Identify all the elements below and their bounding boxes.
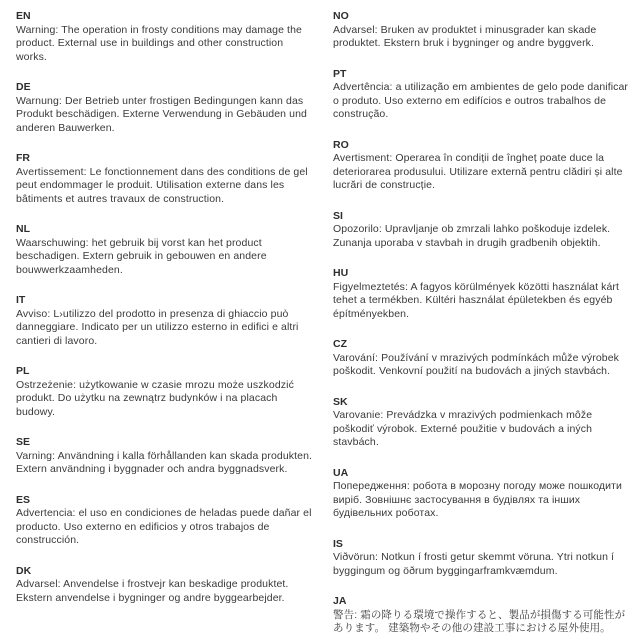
warning-text: Figyelmeztetés: A fagyos körülmények közötti használat kárt tehet a termékben. Kültéri használat épületekben és egyéb építményekben.	[333, 280, 620, 320]
warning-text: Warning: The operation in frosty conditions may damage the product. External use in buildings and other construction works.	[16, 23, 302, 63]
language-code: SK	[333, 395, 348, 408]
warning-section	[333, 267, 630, 321]
warning-section	[333, 595, 630, 636]
warning-text: Warnung: Der Betrieb unter frostigen Bedingungen kann das Produkt beschädigen. Externe Verwendung in Gebäuden und anderen Bauwerken.	[16, 94, 307, 134]
warning-section	[16, 223, 313, 277]
language-code: IT	[16, 294, 26, 306]
warning-text: Varování: Používání v mrazivých podmínkách může výrobek poškodit. Venkovní použití na budovách a jiných stavbách.	[333, 351, 620, 377]
warning-text: Avertissement: Le fonctionnement dans des conditions de gel peut endommager le produit. Utilisation externe dans les bâtiments et autres travaux de construction.	[16, 165, 308, 205]
language-code: PT	[333, 67, 347, 80]
warning-text: Ostrzeżenie: użytkowanie w czasie mrozu może uszkodzić produkt. Do użytku na zewnątrz budynków i na placach budowy.	[16, 378, 294, 418]
warning-text: 警告: 霜の降りる環境で操作すると、製品が損傷する可能性があります。 建築物やその他の建設工事における屋外使用。	[333, 608, 626, 634]
language-code: SI	[333, 209, 343, 222]
left-column	[16, 10, 313, 632]
warning-section	[333, 396, 630, 450]
warning-section	[333, 68, 630, 122]
warning-section	[16, 10, 313, 64]
right-column	[333, 10, 630, 632]
language-code: DK	[16, 564, 32, 577]
warning-text: Viðvörun: Notkun í frosti getur skemmt vöruna. Ytri notkun í byggingum og öðrum byggingarframkvæmdum.	[333, 551, 615, 577]
warning-section	[333, 338, 630, 379]
warning-section	[16, 152, 313, 206]
warning-text: Advarsel: Anvendelse i frostvejr kan beskadige produktet. Ekstern anvendelse i bygninger og andre byggearbejder.	[16, 578, 289, 604]
language-code: CZ	[333, 338, 347, 350]
warning-section	[16, 436, 313, 477]
language-code: JA	[333, 595, 347, 607]
language-code: DE	[16, 81, 31, 93]
warning-section	[16, 565, 313, 606]
language-code: PL	[16, 365, 30, 377]
language-code: RO	[333, 138, 349, 151]
language-code: UA	[333, 466, 349, 479]
warning-text: Advertência: a utilização em ambientes de gelo pode danificar o produto. Uso externo em edifícios e outros trabalhos de construção.	[333, 81, 629, 120]
warning-section	[333, 210, 630, 251]
warning-text: Opozorilo: Upravljanje ob zmrzali lahko poškoduje izdelek. Zunanja uporaba v stavbah in drugih gradbenih objektih.	[333, 223, 611, 249]
language-code: FR	[16, 152, 30, 164]
warning-section	[16, 494, 313, 548]
language-code: HU	[333, 267, 349, 279]
warning-section	[16, 365, 313, 419]
warning-section	[333, 467, 630, 521]
warning-text: Попередження: робота в морозну погоду може пошкодити виріб. Зовнішнє застосування в будівлях та інших будівельних роботах.	[333, 480, 622, 519]
warning-text: Avertisment: Operarea în condiții de îngheț poate duce la deteriorarea produsului. Utilizare externă pentru clădiri și alte lucrări de construcție.	[333, 152, 623, 191]
language-code: IS	[333, 537, 343, 550]
warning-text: Varning: Användning i kalla förhållanden kan skada produkten. Extern användning i byggnader och andra byggnadsverk.	[16, 449, 313, 475]
warning-section	[16, 294, 313, 348]
warning-text: Waarschuwing: het gebruik bij vorst kan het product beschadigen. Extern gebruik in gebouwen en andere bouwwerkzaamheden.	[16, 236, 267, 276]
language-code: NL	[16, 223, 30, 235]
language-code: NO	[333, 10, 349, 22]
warning-section	[333, 10, 630, 51]
warning-text: Avviso: L›utilizzo del prodotto in presenza di ghiaccio può danneggiare. Indicato per un utilizzo esterno in edifici e altri cantieri di lavoro.	[16, 307, 299, 347]
warning-section	[16, 81, 313, 135]
language-code: EN	[16, 10, 31, 22]
warning-text: Advertencia: el uso en condiciones de heladas puede dañar el producto. Uso externo en edificios y otros trabajos de construcción.	[16, 507, 312, 546]
warning-section	[333, 538, 630, 579]
language-code: SE	[16, 436, 31, 448]
warning-section	[333, 139, 630, 193]
language-code: ES	[16, 493, 31, 506]
warning-text: Varovanie: Prevádzka v mrazivých podmienkach môže poškodiť výrobok. Externé použitie v budovách a iných stavbách.	[333, 409, 593, 448]
warning-text: Advarsel: Bruken av produktet i minusgrader kan skade produktet. Ekstern bruk i bygninger og andre byggverk.	[333, 23, 597, 49]
